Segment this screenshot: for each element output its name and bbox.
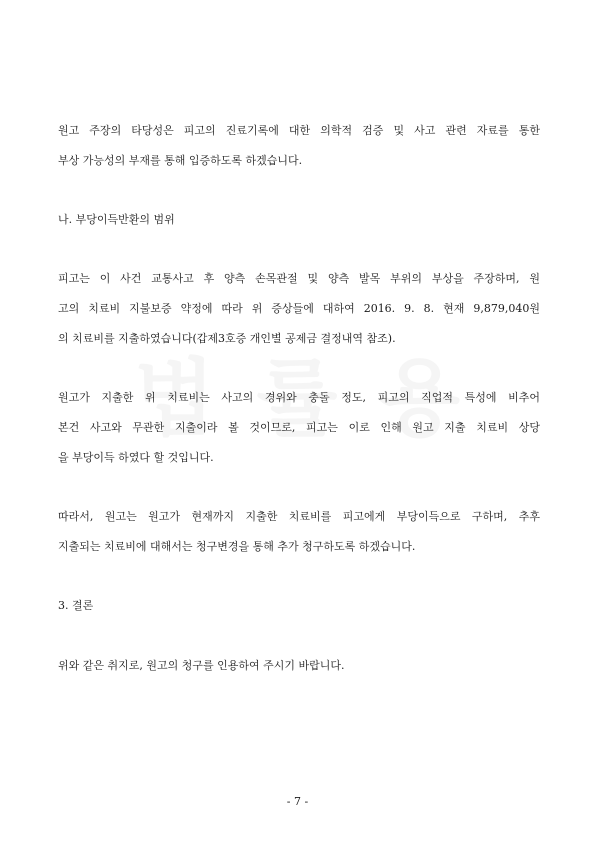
paragraph-4-line-2: 지출되는 치료비에 대해서는 청구변경을 통해 추가 청구하도록 하겠습니다. (58, 540, 416, 553)
paragraph-2-line-1: 피고는 이 사건 교통사고 후 양측 손목관절 및 양측 발목 부위의 부상을 주장하며, 원 (58, 272, 540, 285)
paragraph-5-line-1: 위와 같은 취지로, 원고의 청구를 인용하여 주시기 바랍니다. (58, 659, 345, 672)
paragraph-1-line-1: 원고 주장의 타당성은 피고의 진료기록에 대한 의학적 검증 및 사고 관련 자료를 통한 (58, 124, 540, 137)
page-number: - 7 - (286, 795, 309, 808)
section-heading-conclusion: 3. 결론 (58, 599, 94, 612)
paragraph-2-line-2: 고의 치료비 지불보증 약정에 따라 위 증상들에 대하여 2016. 9. 8. 현재 9,879,040원 (58, 302, 540, 315)
paragraph-3-line-1: 원고가 지출한 위 치료비는 사고의 경위와 충돌 정도, 피고의 직업적 특성에 비추어 (58, 391, 540, 404)
paragraph-3-line-3: 을 부당이득 하였다 할 것입니다. (58, 451, 214, 464)
paragraph-2-line-3: 의 치료비를 지출하였습니다(갑제3호증 개인별 공제금 결정내역 참조). (58, 332, 396, 345)
paragraph-4-line-1: 따라서, 원고는 원고가 현재까지 지출한 치료비를 피고에게 부당이득으로 구하며, 추후 (58, 510, 540, 523)
paragraph-3-line-2: 본건 사고와 무관한 지출이라 볼 것이므로, 피고는 이로 인해 원고 지출 치료비 상당 (58, 421, 540, 434)
section-heading-na: 나. 부당이득반환의 범위 (58, 213, 175, 226)
paragraph-1-line-2: 부상 가능성의 부재를 통해 입증하도록 하겠습니다. (58, 154, 303, 167)
